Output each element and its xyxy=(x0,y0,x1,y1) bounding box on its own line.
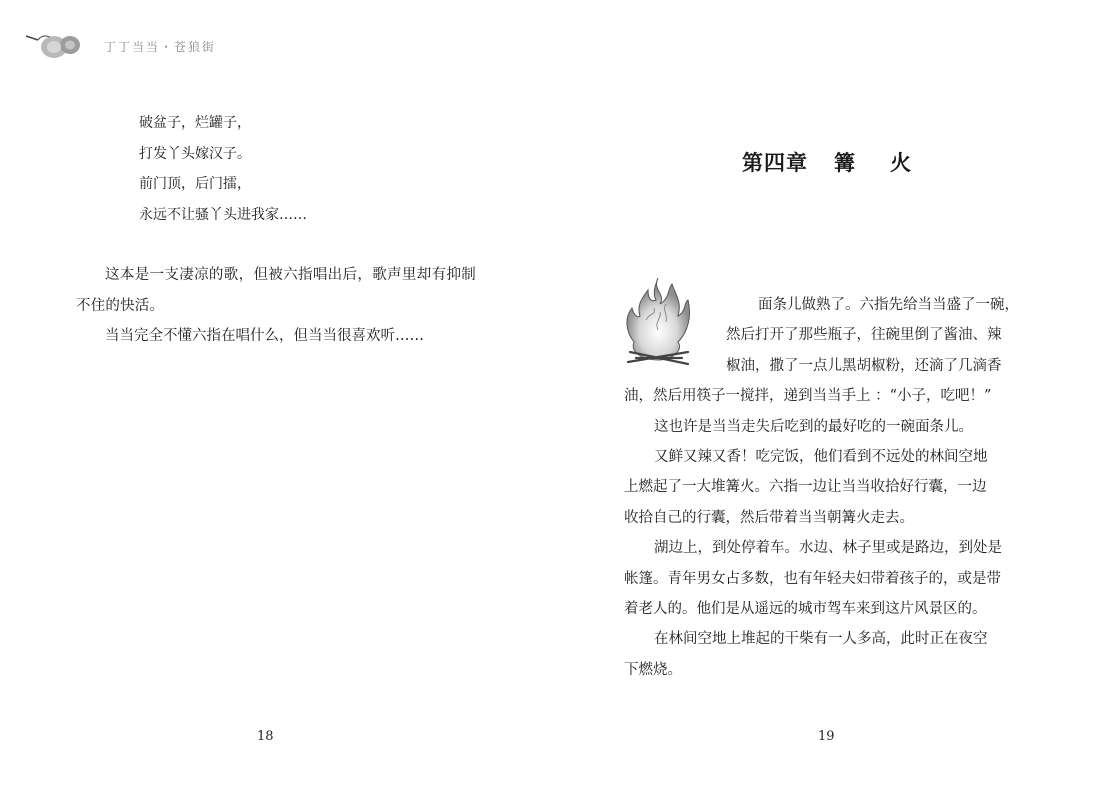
text-line: 油，然后用筷子一搅拌，递到当当手上 ：“小子，吃吧！” xyxy=(624,388,992,405)
chapter-title-char: 火 xyxy=(890,150,912,175)
gourd-logo-icon xyxy=(24,28,102,62)
poem-line: 打发丫头嫁汉子。 xyxy=(139,145,251,162)
text-line: 面条儿做熟了。六指先给当当盛了一碗， xyxy=(758,297,1019,313)
paragraph: 这本是一支凄凉的歌，但被六指唱出后，歌声里却有抑制不住的快活。 xyxy=(76,267,476,314)
left-page-body xyxy=(76,260,476,352)
text-line: 着老人的。他们是从遥远的城市驾车来到这片风景区的。 xyxy=(624,600,987,617)
series-title: 丁丁当当・苍狼街 xyxy=(104,40,217,54)
poem-line: 永远不让骚丫头进我家…… xyxy=(139,206,307,223)
text-line: 这也许是当当走失后吃到的最好吃的一碗面条儿。 xyxy=(654,418,973,435)
text-line: 在林间空地上堆起的干柴有一人多高，此时正在夜空 xyxy=(654,631,988,648)
text-line: 上燃起了一大堆篝火。六指一边让当当收拾好行囊，一边 xyxy=(624,479,987,496)
text-line: 湖边上，到处停着车。水边、林子里或是路边，到处是 xyxy=(654,540,1002,557)
chapter-title xyxy=(742,147,912,177)
right-page-body xyxy=(624,290,1022,685)
chapter-number: 第四章 xyxy=(742,150,808,175)
poem-line: 前门顶，后门擂， xyxy=(139,176,251,193)
text-line: 下燃烧。 xyxy=(624,661,682,678)
poem-block xyxy=(139,108,499,230)
text-line: 帐篷。青年男女占多数，也有年轻夫妇带着孩子的，或是带 xyxy=(624,570,1001,587)
text-line: 椒油，撒了一点儿黑胡椒粉，还滴了几滴香 xyxy=(726,357,1002,374)
text-line: 然后打开了那些瓶子，往碗里倒了酱油、辣 xyxy=(726,327,1002,344)
paragraph: 当当完全不懂六指在唱什么，但当当很喜欢听…… xyxy=(105,328,424,345)
chapter-title-char: 篝 xyxy=(834,150,856,175)
page-number-right: 19 xyxy=(818,729,835,744)
text-line: 又鲜又辣又香！吃完饭，他们看到不远处的林间空地 xyxy=(654,448,988,465)
page-number-left: 18 xyxy=(257,729,274,744)
poem-line: 破盆子，烂罐子， xyxy=(139,115,251,131)
text-line: 收拾自己的行囊，然后带着当当朝篝火走去。 xyxy=(624,509,914,526)
series-logo xyxy=(24,28,224,64)
